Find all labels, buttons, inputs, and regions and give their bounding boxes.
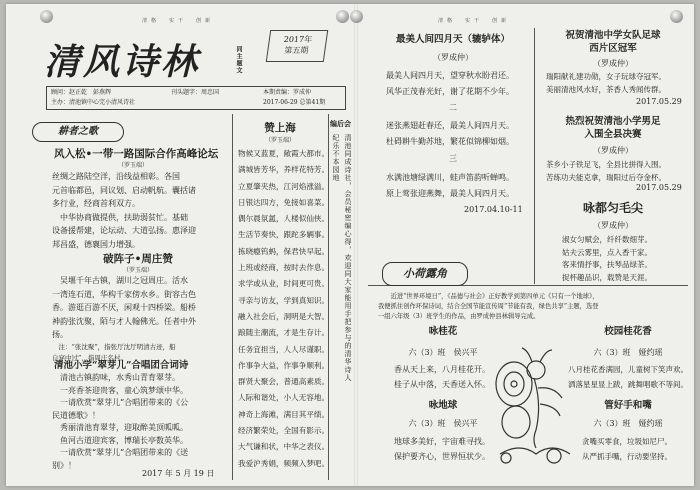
top-slogan: 清格 实干 创新 — [142, 18, 215, 24]
binder-ring — [336, 10, 349, 23]
poem-body: 瑞阳献礼建功勋，女子玩球夺冠军。 美丽清池风水好，茶香人秀闻传群。 — [546, 72, 666, 94]
stanza-number: 二 — [449, 103, 457, 112]
title-calligraphy: 刊头题字：周忠国 — [171, 89, 220, 96]
poem-date: 2017.05.29 — [636, 183, 682, 192]
poem-title: 管好手和嘴 — [604, 400, 652, 411]
poem-author: （罗成仲） — [593, 221, 633, 230]
poem-author: （罗玉端） — [122, 267, 153, 274]
poem-date: 2017.05.29 — [636, 97, 682, 106]
poem-title: 祝贺清池中学女队足球 — [565, 30, 661, 41]
poem-author: 六（3）班 娅约瑶 — [593, 348, 663, 357]
issue-year: 2017年 — [283, 35, 313, 44]
masthead-side-label: 同主题文 — [235, 46, 242, 74]
poem-body: 吴堰千年古镇，湖川之冠周庄。活水 一湾连石道，华构千家傍水乡。街容古色 香。游逛百游不厌，闲观十四桥梁。船桥 神韵张沈聚，陌与才人翰佛光。任者中外 扬。 注：“张沈聚”，指张厅沈厅明清古迹，船 自穿中过”，指周庄名村。 — [52, 276, 196, 362]
issue-number: 第五期 — [283, 46, 309, 55]
poem-body: 贪嘴买零食，垃圾如尼尸。 从严抓手嘴，行动要坚持。 — [582, 437, 672, 461]
side-column-text: 清池同成诗社，会员秘密编心得，欢迎同大家能用手把参与的清华诗人纪乐不本园地 — [332, 134, 352, 382]
poem-title-line2: 西片区冠军 — [589, 43, 637, 54]
poem-author: （罗玉端） — [264, 137, 295, 144]
poem-title: 赞上海 — [264, 122, 296, 134]
column-divider — [328, 114, 329, 480]
top-slogan-right: 清格 实干 创新 — [438, 18, 511, 24]
poem-author: 六（3）班 娅约瑶 — [593, 419, 663, 428]
poem-body: 最美人间四月天，望穿秋水盼君还。 风华正茂春光好，谢了花期不少年。 — [386, 71, 514, 96]
section-banner-right: 小荷露角 — [382, 262, 468, 286]
poem-title: 风入松•一带一路国际合作高峰论坛 — [54, 148, 219, 160]
poem-author: 六（3）班 侯兴平 — [408, 348, 478, 357]
poem-title: 咏地球 — [428, 400, 458, 411]
newspaper-sheet — [6, 4, 694, 486]
section-banner-left: 耕者之歌 — [32, 122, 124, 142]
poem-body: 物候又蓝夏，敞霞大都市。 满城皆芳华，养样花特芳。 立夏肇夹热，江河焰涨溢。 日银达四方，免接如喜菜。 偶尔晨氛氲，人楼似仙侠。 生活节奏快，跟跎多辆事。 拣晓瘾钨蚂，保君快早起。 上班或经商，按时去作息。 求学或从业，时间更可贵。 寻亲与访友，学到真知识。 融入社会后，洞明是大智。 踉随主潮流，才是生存计。 任务宜担当，人人尽谨职。 作事争大益，作事争顺利。 群贤大聚会，普通高素质。 人际和谐处，小人无容地。 神奇上海滩，满目其平绩。 经济繁荣处，全国有影示。 大气谦和状，中华之表仪。 我爱沪秀娟，频频入梦吧。 — [238, 149, 330, 468]
poem-title: 咏都匀毛尖 — [582, 201, 643, 215]
poem-author: （罗玉端） — [118, 162, 149, 169]
poem-author: （罗成仲） — [433, 53, 473, 62]
host: 主办：清池镇中心完小清风诗社 — [51, 99, 136, 106]
issue-box — [266, 30, 328, 62]
poem-body: 淑女匀赋会，纤纤数细芽。 姑夫云雾里，点入香干家。 客来情抒事，扶琴品绿茶。 捉杯趣品识，载赞是天涯。 — [562, 235, 652, 282]
side-column-head: 编后会 — [330, 119, 351, 128]
issue-date: 2017-06-29 总第41期 — [263, 99, 326, 106]
poem-body: 迷张燕翅赶春还，最美人间四月天。 杜碍耕牛勤苏地，繁花似锦柳如烟。 — [386, 121, 514, 146]
column-divider — [534, 28, 535, 284]
poem-body: 香从天上来，八月桂花开。 桂子从中落，天香送入怀。 — [394, 365, 490, 389]
left-date: 2017 年 5 月 19 日 — [142, 469, 215, 478]
poem-author: 六（3）班 侯兴平 — [408, 419, 478, 428]
butterfly-illustration — [492, 344, 576, 470]
poem-title: 咏桂花 — [428, 326, 458, 337]
poem-body: 水满池塘绿满川，蛙声笛韵听蝉鸣。 原上莺张迎燕舞，最美人间四月天。 — [386, 173, 514, 198]
poem-body: 清池古镇韵味，水秀山青育翠芽。 一亮香茶迎贵客，童心筑梦颂中华。 一请欣赏“翠芽儿”合唱团带来的《公 民道德歌》！ 秀丽清池育翠芽，迎取醉美顶呱呱。 鱼河古道迎宾客，博瑞长亭数英华。 一请欣赏“翠芽儿”合唱团带来的《送 别》！ — [52, 373, 189, 470]
poem-author: （罗成仲） — [593, 146, 633, 155]
poem-title: 校园桂花香 — [604, 326, 652, 337]
poem-title: 热烈祝贺清池小学男足 — [565, 116, 661, 127]
poem-title: 最美人间四月天（辘轳体） — [395, 34, 510, 45]
poem-body: 茶乡小子铁足飞，全县比拼得入围。 苦练功夫能克拿，瑞阳过后夺金杯。 — [546, 160, 666, 182]
poem-date: 2017.04.10-11 — [464, 205, 523, 214]
editor: 本期责编：罗成仲 — [263, 89, 312, 96]
poem-author: （罗成仲） — [593, 59, 633, 68]
poem-body: 八月桂花香满园，儿童树下笑声欢。 洒落星星显上跋，跳舞唱歌不等间。 — [568, 365, 688, 389]
poem-title: 清池小学“翠芽儿”合唱团合词诗 — [54, 360, 189, 371]
poem-body: 丝绸之路陆空洋，沿线益相彰。各国 元首临都邑，同议划、启动帆航。囊括诸 多行业，经商首利双方。 中华协商做提供，扶助弱贫忙。基础 设备援帮建，论坛动、大道弘扬。惠泽迎 邦昌盛，德襄国力增强。 — [52, 172, 196, 249]
column-divider — [232, 114, 233, 480]
poem-title: 破阵子•周庄赞 — [103, 253, 173, 265]
info-box — [46, 86, 346, 110]
binder-ring — [670, 10, 683, 23]
binder-ring — [350, 10, 363, 23]
advisors: 顾问：赵正乾 彭燕辉 — [51, 89, 112, 96]
poem-body: 地球多美好，宇宙难寻找。 保护要齐心，世界恒状少。 — [394, 437, 490, 461]
section-intro: 近进“世界环境日”，《品德与社会》正好教学到第四单元《只有一个地球》， 我便抓住创作环保诗词，结合全国节能宣传周“节能有我，绿色共享”主题，选登 一组六年级（3）班学生的作品，由罗成仲县林辑导完成。 — [378, 293, 599, 320]
masthead-title: 清风诗林 — [44, 41, 201, 83]
center-fold — [354, 4, 358, 486]
stanza-number: 三 — [449, 154, 457, 163]
binder-ring — [40, 10, 53, 23]
poem-title-line2: 入围全县决赛 — [584, 129, 642, 140]
